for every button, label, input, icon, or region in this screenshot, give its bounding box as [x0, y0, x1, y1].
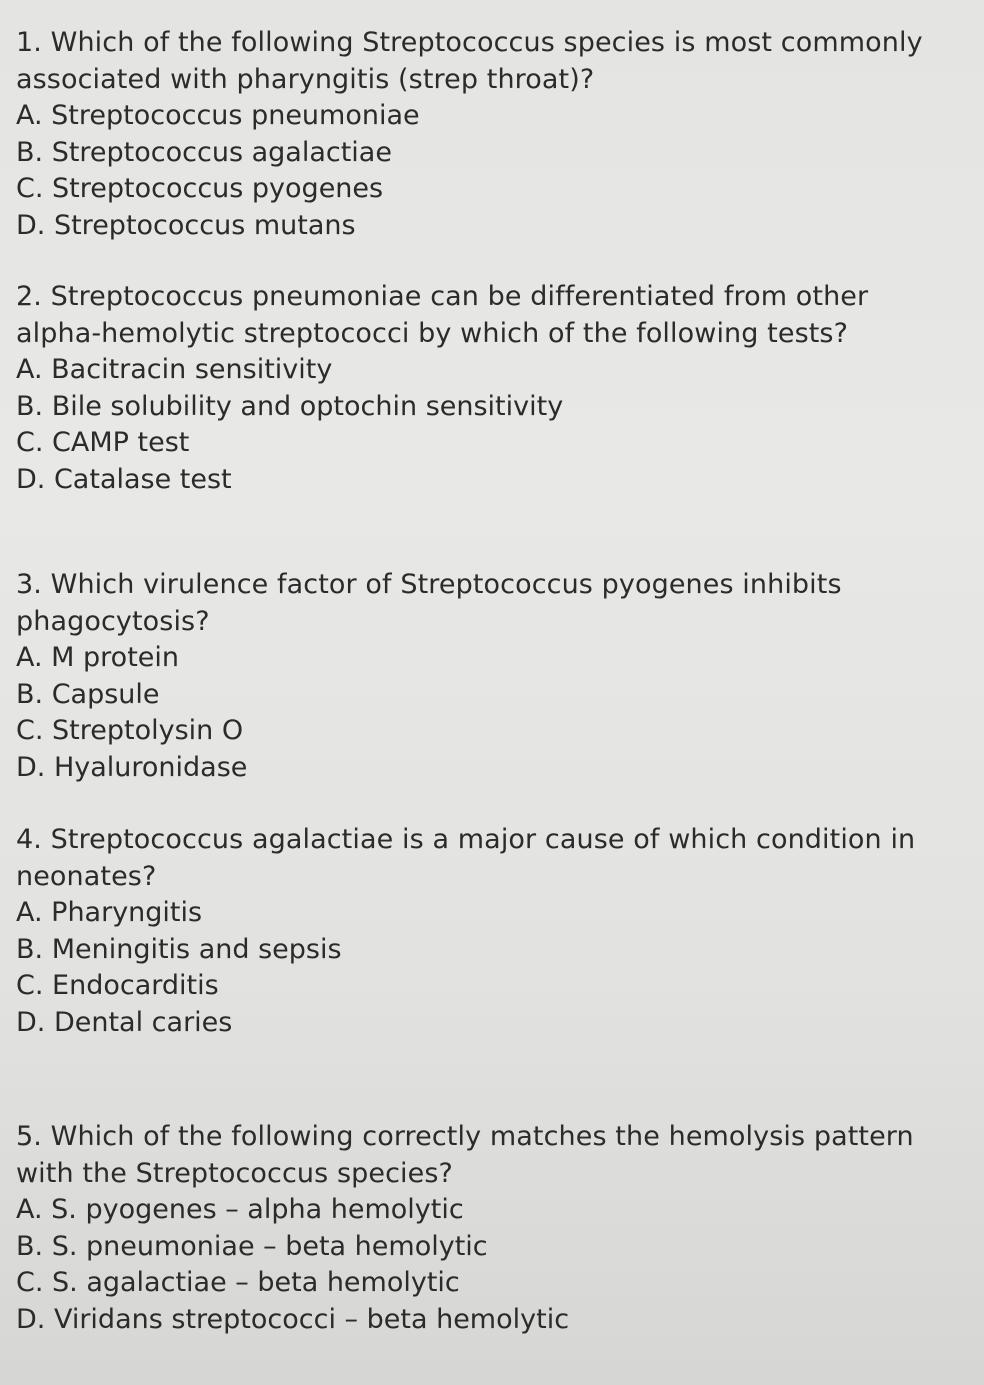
question-1-option-a: A. Streptococcus pneumoniae: [16, 100, 420, 131]
question-4-option-a: A. Pharyngitis: [16, 897, 203, 928]
question-1-options: [16, 98, 956, 244]
question-5-options: [16, 1192, 956, 1338]
question-2: [16, 278, 956, 498]
question-2-option-d: D. Catalase test: [16, 463, 232, 495]
question-3-option-b: B. Capsule: [16, 678, 160, 710]
question-3-text: 3. Which virulence factor of Streptococcus pyogenes inhibits phagocytosis?: [16, 569, 842, 637]
question-2-option-c: C. CAMP test: [16, 427, 190, 458]
question-4-option-c: C. Endocarditis: [16, 970, 219, 1001]
question-3: [16, 566, 956, 786]
question-1-text: 1. Which of the following Streptococcus species is most commonly associated with pharyngitis (strep throat)?: [16, 27, 923, 95]
question-5: [16, 1118, 956, 1338]
question-2-option-b: B. Bile solubility and optochin sensitivity: [16, 390, 564, 422]
question-5-option-a: A. S. pyogenes – alpha hemolytic: [16, 1194, 464, 1225]
question-4-option-d: D. Dental caries: [16, 1006, 233, 1038]
question-5-option-d: D. Viridans streptococci – beta hemolytic: [16, 1303, 570, 1335]
question-3-option-d: D. Hyaluronidase: [16, 751, 248, 783]
question-4: [16, 821, 956, 1041]
question-3-option-a: A. M protein: [16, 642, 180, 673]
question-1: [16, 24, 956, 244]
question-5-option-b: B. S. pneumoniae – beta hemolytic: [16, 1230, 488, 1262]
question-4-option-b: B. Meningitis and sepsis: [16, 933, 342, 965]
question-2-text: 2. Streptococcus pneumoniae can be differentiated from other alpha-hemolytic streptococci by which of the following tests?: [16, 281, 869, 349]
question-2-option-a: A. Bacitracin sensitivity: [16, 354, 333, 385]
question-4-options: [16, 895, 956, 1041]
question-3-options: [16, 640, 956, 786]
question-1-option-c: C. Streptococcus pyogenes: [16, 173, 384, 204]
question-1-option-b: B. Streptococcus agalactiae: [16, 136, 392, 168]
question-3-option-c: C. Streptolysin O: [16, 715, 244, 746]
question-4-text: 4. Streptococcus agalactiae is a major cause of which condition in neonates?: [16, 824, 916, 892]
question-5-option-c: C. S. agalactiae – beta hemolytic: [16, 1267, 460, 1298]
question-1-option-d: D. Streptococcus mutans: [16, 209, 356, 241]
question-2-options: [16, 352, 956, 498]
question-5-text: 5. Which of the following correctly matches the hemolysis pattern with the Streptococcus species?: [16, 1121, 914, 1189]
